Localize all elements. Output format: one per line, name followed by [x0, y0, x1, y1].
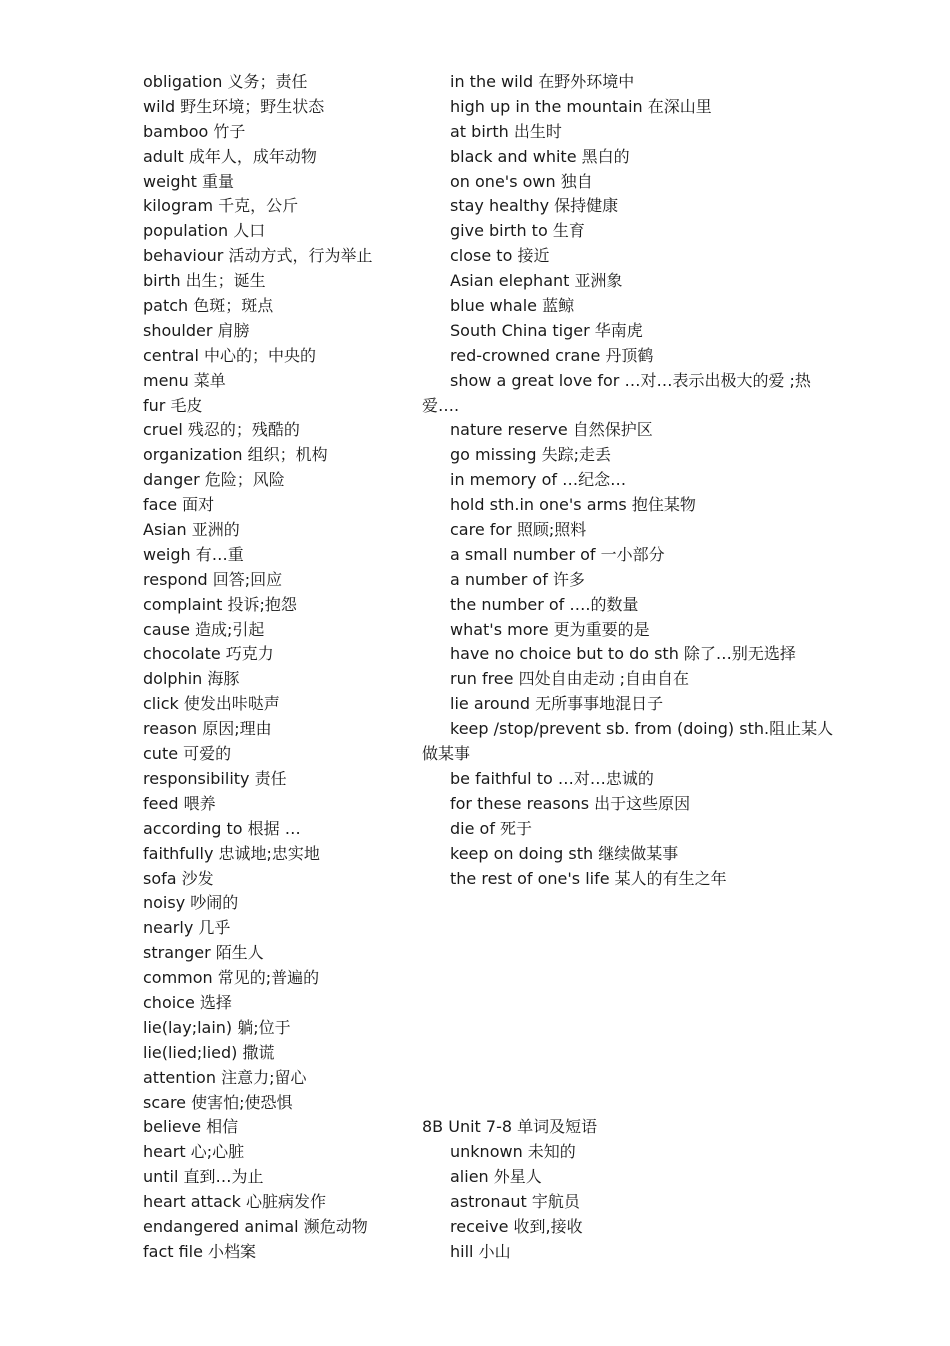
phrase-entry: keep /stop/prevent sb. from (doing) sth.阻止某人 — [450, 719, 834, 739]
phrase-entry: what's more 更为重要的是 — [450, 619, 650, 639]
vocab-entry: weight 重量 — [143, 171, 235, 191]
vocab-entry: patch 色斑；斑点 — [143, 296, 274, 316]
phrase-entry: at birth 出生时 — [450, 121, 562, 141]
phrase-entry: have no choice but to do sth 除了…别无选择 — [450, 644, 796, 664]
vocab-entry: heart 心;心脏 — [143, 1142, 245, 1162]
vocab-entry: bamboo 竹子 — [143, 121, 246, 141]
vocab-entry: choice 选择 — [143, 992, 232, 1012]
phrase-entry: the number of ….的数量 — [450, 594, 639, 614]
vocab-entry: Asian 亚洲的 — [143, 520, 240, 540]
section-title: 8B Unit 7-8 单词及短语 — [422, 1117, 598, 1137]
vocab-entry: wild 野生环境；野生状态 — [143, 96, 325, 116]
blank-line — [422, 1066, 852, 1091]
vocab-entry: noisy 吵闹的 — [143, 893, 239, 913]
phrase-entry: blue whale 蓝鲸 — [450, 296, 575, 316]
phrase-entry: a number of 许多 — [450, 569, 585, 589]
phrase-entry: red-crowned crane 丹顶鹤 — [450, 345, 654, 365]
vocab-entry: cruel 残忍的；残酷的 — [143, 420, 300, 440]
vocab-entry: obligation 义务；责任 — [143, 72, 308, 91]
vocab-entry: population 人口 — [143, 221, 266, 241]
vocab-entry: believe 相信 — [143, 1117, 239, 1137]
vocab-entry: feed 喂养 — [143, 793, 216, 813]
vocab-entry: unknown 未知的 — [450, 1142, 576, 1162]
vocab-entry: adult 成年人，成年动物 — [143, 146, 317, 166]
vocab-entry: lie(lied;lied) 撒谎 — [143, 1042, 275, 1062]
vocab-entry: birth 出生；诞生 — [143, 271, 266, 291]
phrase-entry: care for 照顾;照料 — [450, 520, 587, 540]
vocab-entry: reason 原因;理由 — [143, 719, 272, 739]
phrase-entry: high up in the mountain 在深山里 — [450, 96, 712, 116]
phrase-entry: South China tiger 华南虎 — [450, 320, 643, 340]
phrase-entry: lie around 无所事事地混日子 — [450, 694, 664, 714]
phrase-entry: a small number of 一小部分 — [450, 544, 665, 564]
blank-line — [422, 941, 852, 966]
vocab-entry: organization 组织；机构 — [143, 445, 328, 465]
phrase-entry: run free 四处自由走动 ;自由自在 — [450, 669, 690, 689]
vocab-entry: scare 使害怕;使恐惧 — [143, 1092, 293, 1112]
blank-line — [422, 966, 852, 991]
blank-line — [422, 891, 852, 916]
vocab-entry: cute 可爱的 — [143, 744, 232, 764]
vocab-entry: complaint 投诉;抱怨 — [143, 594, 297, 614]
vocab-entry: danger 危险；风险 — [143, 470, 285, 490]
blank-line — [422, 991, 852, 1016]
vocab-entry: fur 毛皮 — [143, 395, 203, 415]
vocab-entry: click 使发出咔哒声 — [143, 694, 280, 714]
vocab-entry: stranger 陌生人 — [143, 943, 264, 963]
right-phrase-column — [422, 70, 852, 1265]
vocab-entry: responsibility 责任 — [143, 768, 287, 788]
phrase-entry: for these reasons 出于这些原因 — [450, 793, 691, 813]
phrase-entry: die of 死于 — [450, 818, 533, 838]
vocab-entry: respond 回答;回应 — [143, 569, 283, 589]
phrase-entry: the rest of one's life 某人的有生之年 — [450, 868, 727, 888]
phrase-entry: stay healthy 保持健康 — [450, 196, 619, 216]
vocab-entry: heart attack 心脏病发作 — [143, 1192, 327, 1212]
vocab-entry: menu 菜单 — [143, 370, 226, 390]
blank-line — [422, 1091, 852, 1116]
phrase-entry: be faithful to …对…忠诚的 — [450, 768, 654, 788]
phrase-entry: 做某事 — [422, 744, 471, 764]
left-vocabulary-column — [143, 70, 413, 1265]
vocab-entry: nearly 几乎 — [143, 918, 231, 938]
vocab-entry: shoulder 肩膀 — [143, 320, 250, 340]
vocab-entry: weigh 有…重 — [143, 544, 244, 564]
vocab-entry: faithfully 忠诚地;忠实地 — [143, 843, 320, 863]
vocab-entry: fact file 小档案 — [143, 1241, 257, 1261]
vocab-entry: receive 收到,接收 — [450, 1216, 583, 1236]
vocab-entry: chocolate 巧克力 — [143, 644, 274, 664]
phrase-entry: keep on doing sth 继续做某事 — [450, 843, 679, 863]
vocab-entry: lie(lay;lain) 躺;位于 — [143, 1017, 291, 1037]
vocab-entry: behaviour 活动方式，行为举止 — [143, 246, 373, 266]
vocab-entry: common 常见的;普遍的 — [143, 968, 320, 988]
phrase-entry: go missing 失踪;走丢 — [450, 445, 611, 465]
phrase-entry: 爱…. — [422, 395, 460, 415]
phrase-entry: nature reserve 自然保护区 — [450, 420, 653, 440]
phrase-entry: give birth to 生育 — [450, 221, 585, 241]
phrase-entry: black and white 黑白的 — [450, 146, 630, 166]
phrase-entry: in memory of …纪念… — [450, 470, 627, 490]
vocab-entry: face 面对 — [143, 495, 215, 515]
vocab-entry: sofa 沙发 — [143, 868, 214, 888]
vocab-entry: cause 造成;引起 — [143, 619, 265, 639]
vocab-entry: alien 外星人 — [450, 1167, 542, 1187]
vocab-entry: central 中心的；中央的 — [143, 345, 316, 365]
phrase-entry: on one's own 独自 — [450, 171, 593, 191]
blank-line — [422, 916, 852, 941]
vocab-entry: astronaut 宇航员 — [450, 1192, 580, 1212]
phrase-entry: hold sth.in one's arms 抱住某物 — [450, 495, 696, 515]
vocab-entry: endangered animal 濒危动物 — [143, 1216, 368, 1236]
blank-line — [422, 1016, 852, 1041]
phrase-entry: show a great love for …对…表示出极大的爱 ;热 — [450, 370, 811, 390]
vocab-entry: according to 根据 … — [143, 818, 301, 838]
blank-line — [422, 1041, 852, 1066]
phrase-entry: close to 接近 — [450, 246, 550, 266]
phrase-entry: Asian elephant 亚洲象 — [450, 271, 623, 291]
vocab-entry: attention 注意力;留心 — [143, 1067, 307, 1087]
vocab-entry: until 直到…为止 — [143, 1167, 264, 1187]
vocab-entry: hill 小山 — [450, 1241, 511, 1261]
phrase-entry: in the wild 在野外环境中 — [450, 72, 635, 91]
vocab-entry: kilogram 千克，公斤 — [143, 196, 299, 216]
vocab-entry: dolphin 海豚 — [143, 669, 240, 689]
